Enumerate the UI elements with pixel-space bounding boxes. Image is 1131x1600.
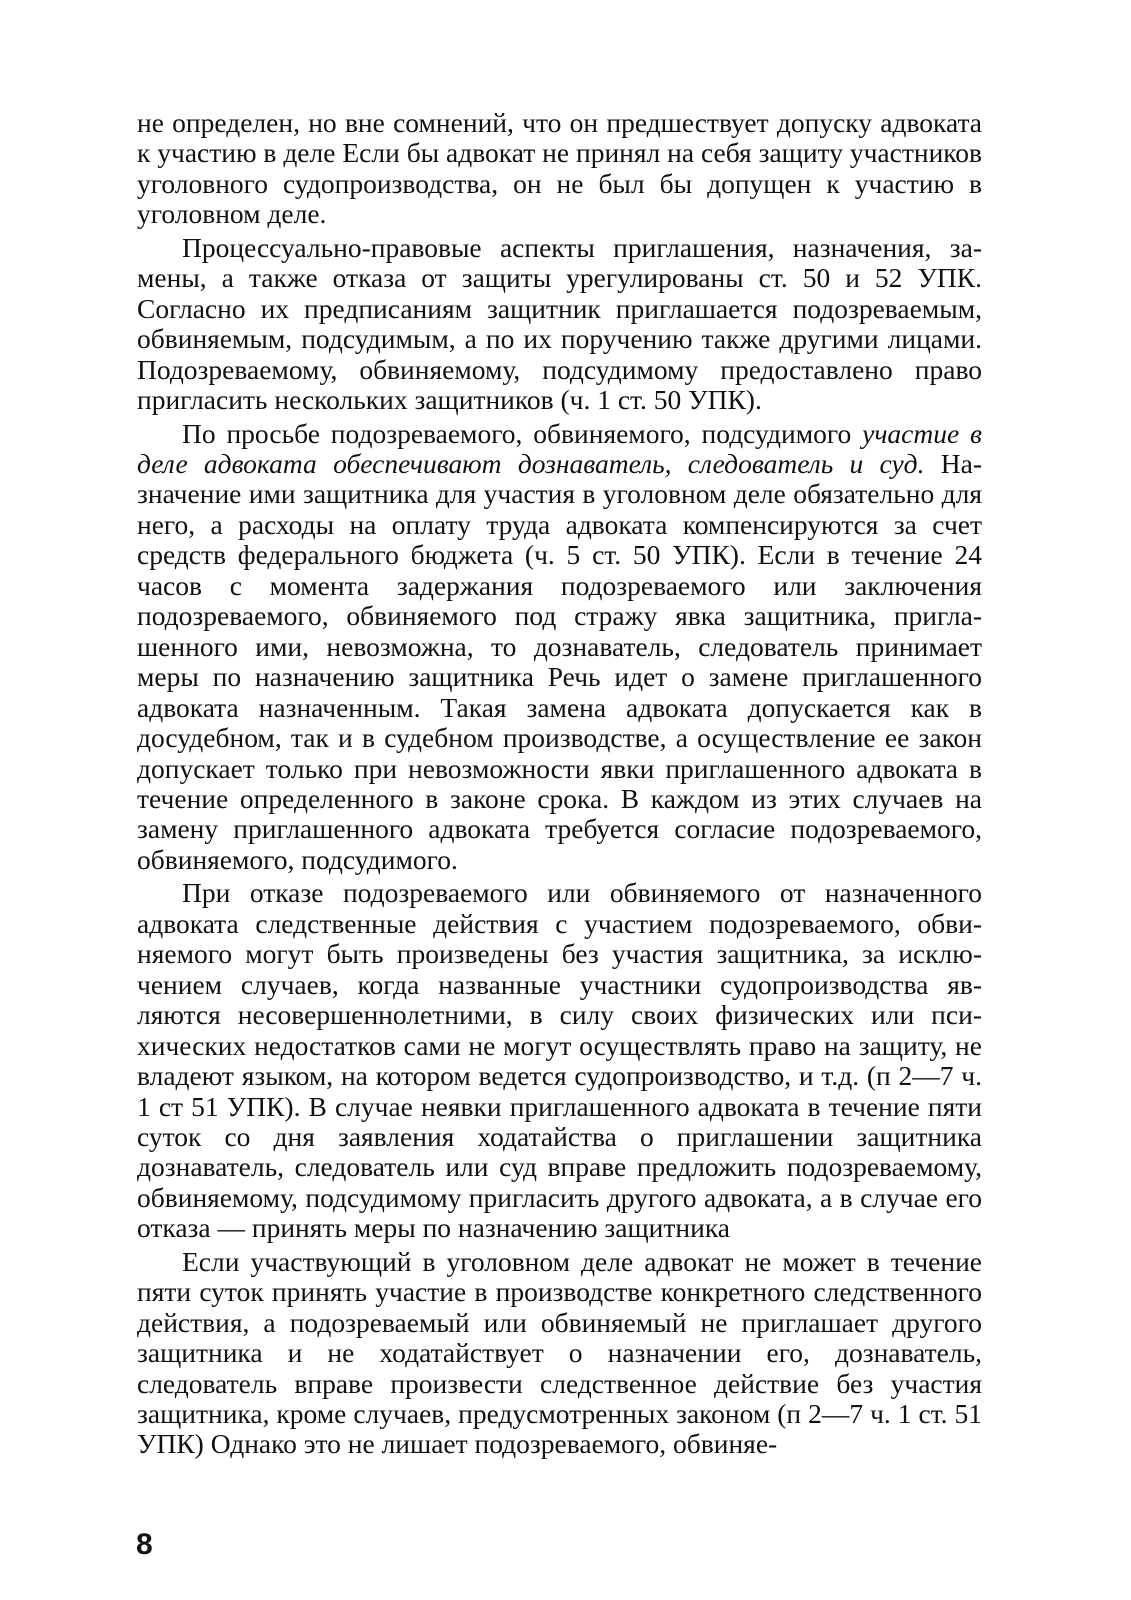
italic-phrase: участие в деле адвоката обеспечивают дознаватель, следователь и суд. (137, 417, 982, 479)
text-run: Если участвующий в уголовном деле адвокат не может в течение пяти суток принять участие в производстве конкретного следственного действия, а подозреваемый или обвиняемый не приглашает другого защитника и не ходатайствует о назначении его, дознаватель, следователь вправе произвести следственное действие без участия защитника, кроме случаев, предусмотренных законом (п 2—7 ч. 1 ст. 51 УПК) Однако это не лишает подозреваемого, обвиняе- (137, 1245, 982, 1460)
paragraph (137, 108, 982, 230)
paragraph (137, 233, 982, 416)
page-number: 8 (136, 1528, 153, 1561)
paragraph (137, 878, 982, 1243)
text-run: По просьбе подозреваемого, обвиняемого, подсудимого (182, 417, 863, 449)
text-run: При отказе подозреваемого или обвиняемого от назначенного адвоката следственные действия с участием подозреваемого, обвиняемого могут быть произведены без участия защитника, за исключением случаев, когда названные участники судопроизводства являются несовершеннолетними, в силу своих физических или психических недостатков сами не могут осуществлять право на защиту, не владеют языком, на котором ведется судопроизводство, и т.д. (п 2—7 ч. 1 ст 51 УПК). В случае неявки приглашенного адвоката в течение пяти суток со дня заявления ходатайства о приглашении защитника дознаватель, следователь или суд вправе предложить подозреваемому, обвиняемому, подсудимому пригласить другого адвоката, а в случае его отказа — принять меры по назначению защитника (137, 877, 982, 1244)
paragraph (137, 419, 982, 876)
paragraph (137, 1247, 982, 1460)
text-run: Процессуально-правовые аспекты приглашения, назначения, замены, а также отказа от защиты урегулированы ст. 50 и 52 УПК. Согласно их предписаниям защитник приглашается подозреваемым, обвиняемым, подсудимым, а по их поручению также другими лицами. Подозреваемому, обвиняемому, подсудимому предоставлено право пригласить нескольких защитников (ч. 1 ст. 50 УПК). (137, 231, 982, 416)
text-run: не определен, но вне сомнений, что он предшествует допуску адвоката к участию в деле Если бы адвокат не принял на себя защиту участников уголовного судопроизводства, он не был бы допущен к участию в уголовном деле. (137, 107, 982, 230)
text-run: Назначение ими защитника для участия в уголовном деле обязательно для него, а расходы на оплату труда адвоката компенсируются за счет средств федерального бюджета (ч. 5 ст. 50 УПК). Если в течение 24 часов с момента задержания подозреваемого или заключения подозреваемого, обвиняемого под стражу явка защитника, приглашенного ими, невозможна, то дознаватель, следователь принимает меры по назначению защитника Речь идет о замене приглашенного адвоката назначенным. Такая замена адвоката допускается как в досудебном, так и в судебном производстве, а осуществление ее закон допускает только при невозможности явки приглашенного адвоката в течение определенного в законе срока. В каждом из этих случаев на замену приглашенного адвоката требуется согласие подозреваемого, обвиняемого, подсудимого. (137, 447, 983, 875)
page-body (137, 108, 982, 1463)
